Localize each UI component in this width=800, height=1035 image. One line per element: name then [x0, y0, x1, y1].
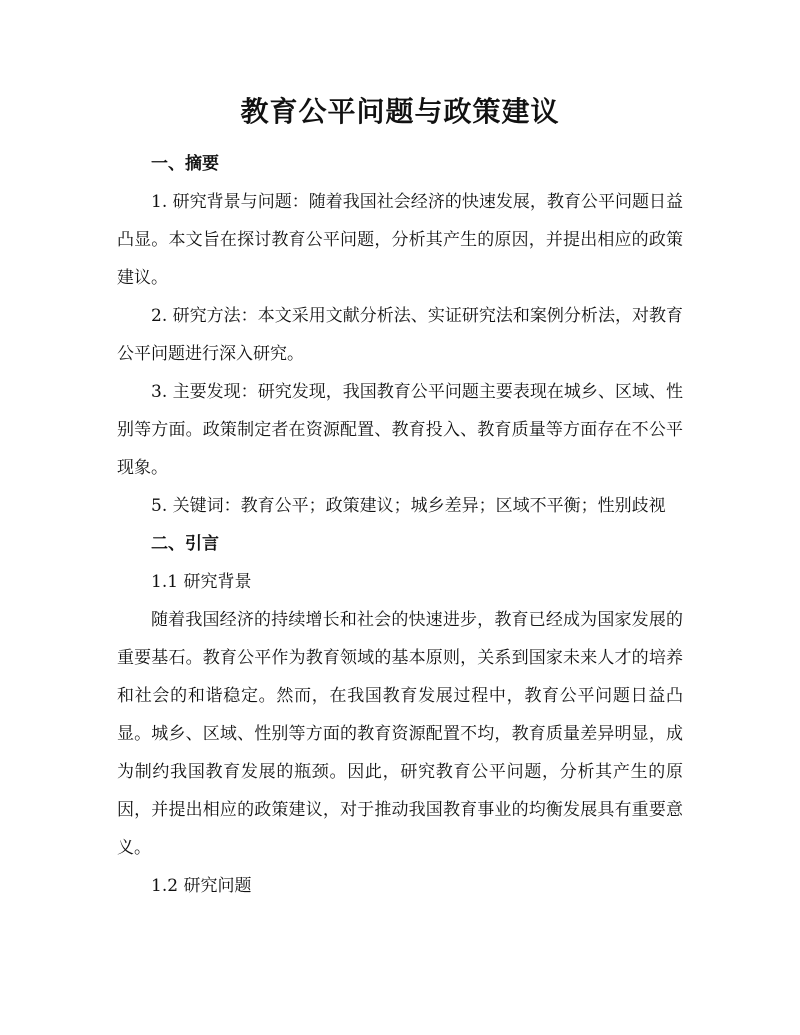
subsection-heading: 1.1 研究背景 — [151, 572, 252, 592]
introduction-heading: 二、引言 — [151, 534, 219, 554]
abstract-item: 5. 关键词：教育公平；政策建议；城乡差异；区域不平衡；性别歧视 — [151, 496, 666, 516]
abstract-item: 2. 研究方法：本文采用文献分析法、实证研究法和案例分析法，对教育公平问题进行深入研究。 — [117, 306, 683, 364]
abstract-item: 1. 研究背景与问题：随着我国社会经济的快速发展，教育公平问题日益凸显。本文旨在探讨教育公平问题，分析其产生的原因，并提出相应的政策建议。 — [117, 192, 683, 288]
abstract-item: 3. 主要发现：研究发现，我国教育公平问题主要表现在城乡、区域、性别等方面。政策制定者在资源配置、教育投入、教育质量等方面存在不公平现象。 — [117, 382, 683, 478]
abstract-heading: 一、摘要 — [151, 154, 219, 174]
document-body — [117, 145, 683, 905]
paragraph: 随着我国经济的持续增长和社会的快速进步，教育已经成为国家发展的重要基石。教育公平作为教育领域的基本原则，关系到国家未来人才的培养和社会的和谐稳定。然而，在我国教育发展过程中，教育公平问题日益凸显。城乡、区域、性别等方面的教育资源配置不均，教育质量差异明显，成为制约我国教育发展的瓶颈。因此，研究教育公平问题，分析其产生的原因，并提出相应的政策建议，对于推动我国教育事业的均衡发展具有重要意义。 — [117, 610, 683, 858]
subsection-heading: 1.2 研究问题 — [151, 876, 252, 896]
document-title: 教育公平问题与政策建议 — [240, 95, 560, 128]
